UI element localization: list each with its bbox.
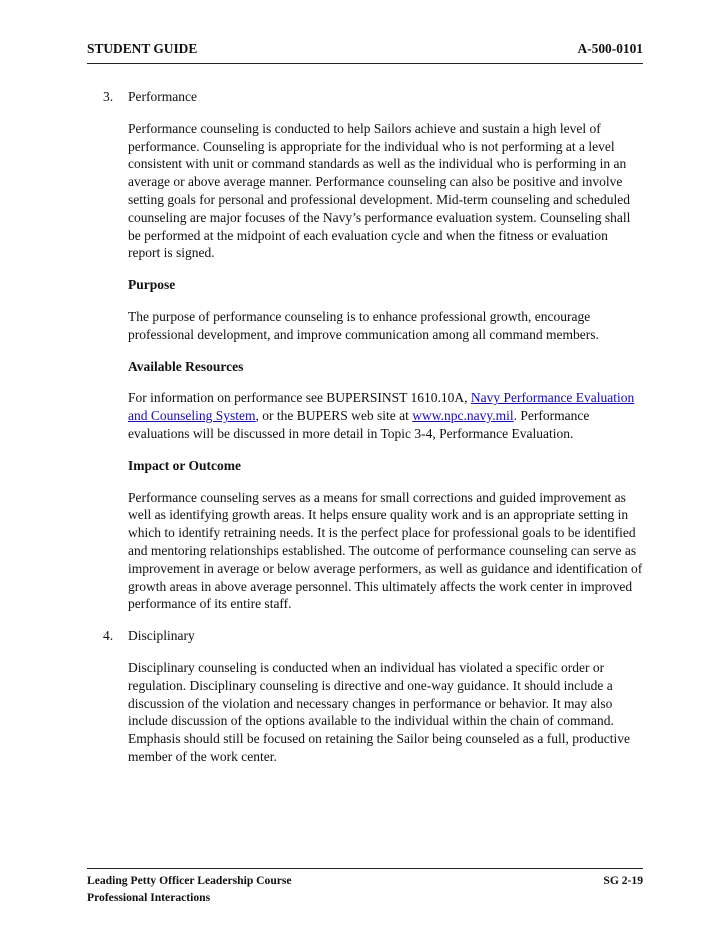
impact-heading: Impact or Outcome — [128, 457, 241, 473]
section-number: 3. — [103, 89, 114, 104]
resources-post: . Performance evaluations will be discussed in more detail in Topic 3-4, Performance Evaluation. — [128, 408, 590, 441]
navy-eval-system-link[interactable]: Navy Performance Evaluation and Counseling System — [128, 390, 635, 424]
npc-website-link[interactable]: www.npc.navy.mil — [412, 408, 514, 424]
purpose-heading: Purpose — [128, 277, 176, 293]
performance-intro: Performance counseling is conducted to help Sailors achieve and sustain a high level of performance. Counseling is appropriate for the individual who is not performing at a level consistent with unit or command standards as well as the individual who is performing in an average or above average manner. Performance counseling can also be positive and involve setting goals for personal and professional development. Mid-term counseling and scheduled counseling are major focuses of the Navy’s performance evaluation system. Counseling shall be performed at the midpoint of each evaluation cycle and when the fitness or evaluation report is signed. — [128, 120, 631, 261]
page-header — [87, 41, 643, 64]
page-body — [87, 88, 643, 766]
performance-block — [128, 120, 643, 613]
footer-page-number: SG 2-19 — [603, 874, 643, 887]
disciplinary-block — [128, 659, 643, 766]
header-doc-id: A-500-0101 — [577, 41, 643, 56]
impact-text: Performance counseling serves as a means for small corrections and guided improvement as well as identifying growth areas. It helps ensure quality work and is an appropriate setting in which to identify retraining needs. It is the perfect place for professional goals to be identified and mentoring relationships established. The outcome of performance counseling can serve as improvement in average or below average performers, as well as guidance and identification of growth areas in above average personnel. This ultimately affects the work center in improved performance of its entire staff. — [128, 489, 643, 612]
disciplinary-text: Disciplinary counseling is conducted when an individual has violated a specific order or regulation. Disciplinary counseling is directive and one-way guidance. It should include a discussion of the violation and necessary changes in performance or behavior. It may also include discussion of the options available to the individual within the chain of command. Emphasis should still be focused on retaining the Sailor being counseled as a full, productive member of the work center. — [128, 659, 631, 764]
section-performance-title — [103, 88, 643, 106]
section-title: Disciplinary — [128, 628, 195, 644]
resources-pre: For information on performance see BUPERSINST 1610.10A, — [128, 390, 471, 406]
footer-course: Leading Petty Officer Leadership Course — [87, 874, 292, 887]
section-disciplinary-title — [103, 627, 643, 645]
resources-heading: Available Resources — [128, 358, 244, 374]
section-number: 4. — [103, 628, 114, 644]
page-footer — [87, 868, 643, 906]
footer-section: Professional Interactions — [87, 890, 211, 904]
resources-mid: , or the BUPERS web site at — [255, 408, 413, 424]
section-title: Performance — [128, 89, 197, 104]
purpose-text: The purpose of performance counseling is to enhance professional growth, encourage professional development, and improve communication among all command members. — [128, 308, 599, 342]
resources-text — [128, 389, 643, 442]
header-title: STUDENT GUIDE — [87, 41, 198, 56]
